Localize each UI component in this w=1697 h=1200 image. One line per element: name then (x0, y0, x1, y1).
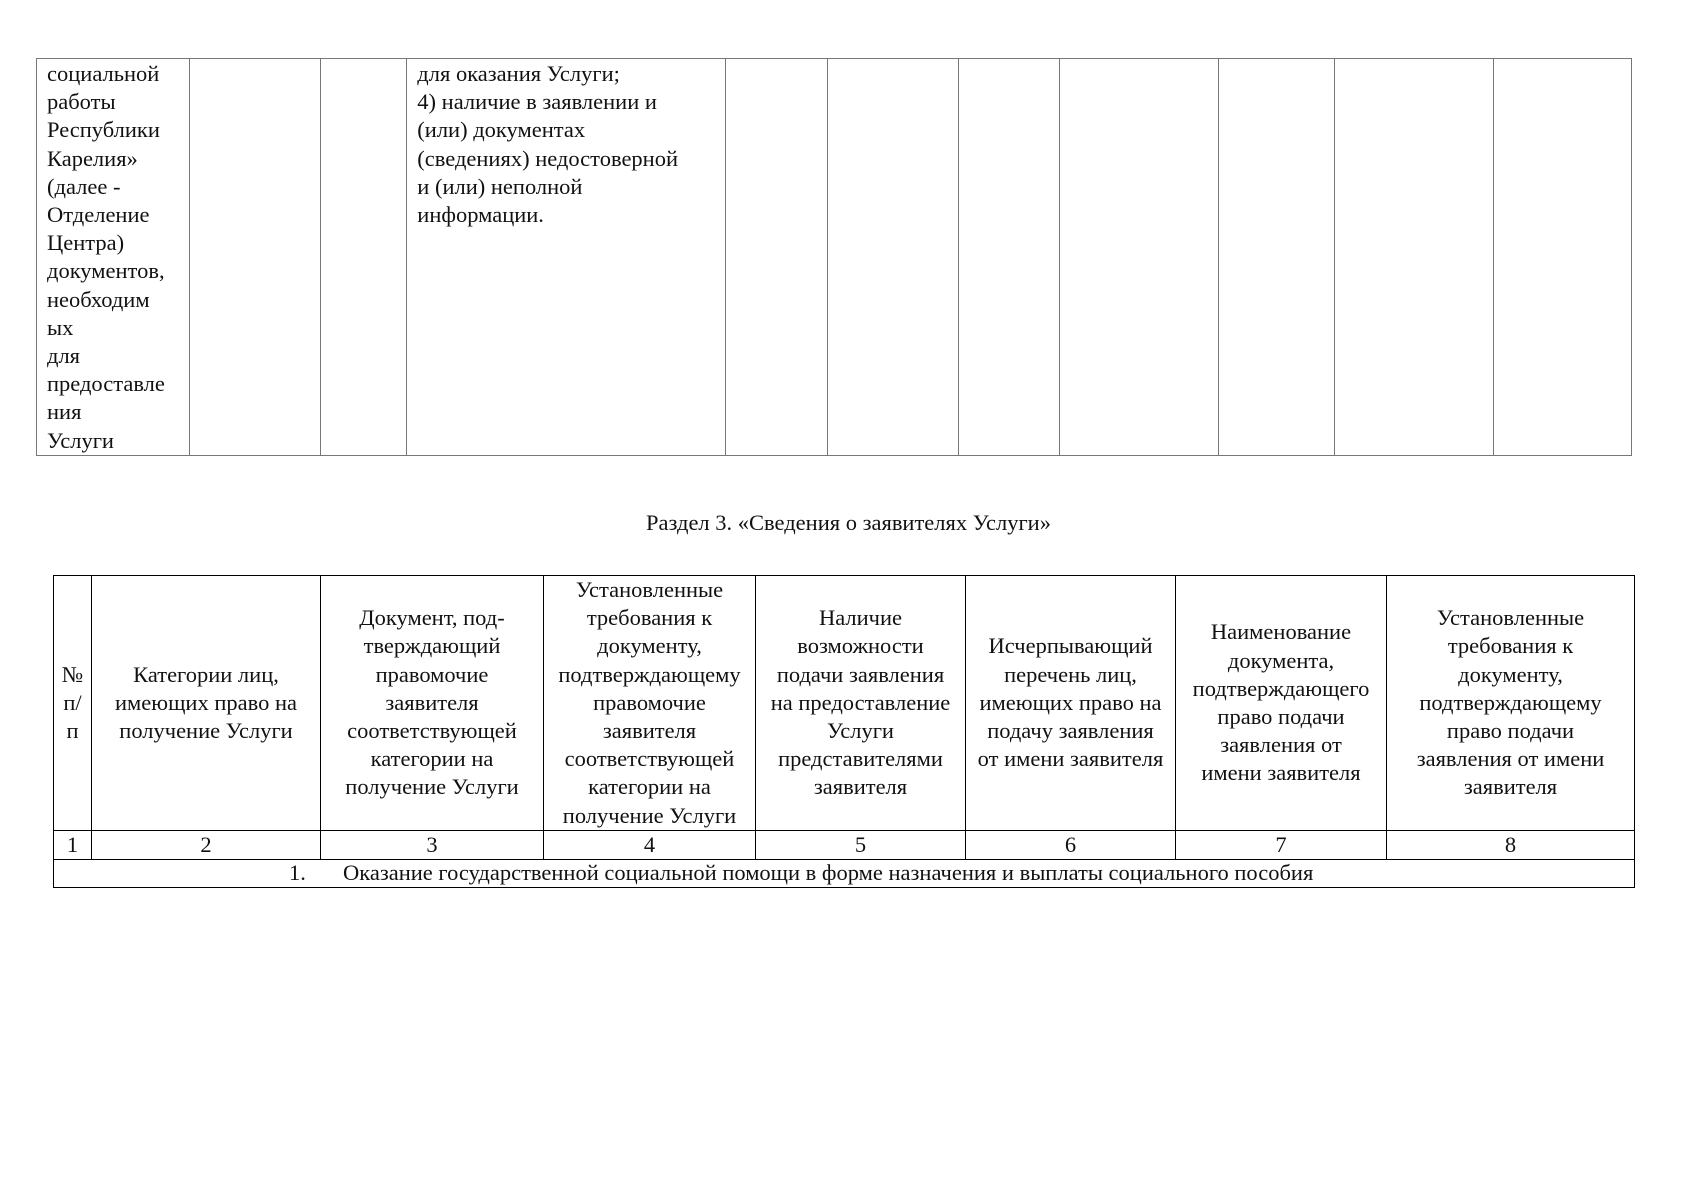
header-cell-3 (321, 576, 544, 831)
text-line: (сведениях) недостоверной (417, 145, 679, 171)
column-number: 6 (966, 830, 1176, 859)
header-line: категории на (370, 746, 494, 772)
text-line: Карелия» (47, 145, 138, 171)
continuation-cell-5 (726, 59, 828, 456)
text-line: (далее - (47, 173, 121, 199)
continuation-cell-8 (1060, 59, 1219, 456)
column-number: 8 (1387, 830, 1635, 859)
header-line: документу, (597, 633, 702, 659)
header-cell-2 (92, 576, 321, 831)
header-line: перечень лиц, (1004, 661, 1137, 687)
header-line: получение Услуги (119, 718, 293, 744)
header-line: право подачи (1217, 703, 1345, 729)
header-line: Наличие (818, 605, 903, 631)
header-row (54, 576, 1635, 831)
header-line: имеющих право на (115, 689, 297, 715)
header-line: документу, (1458, 661, 1563, 687)
text-line: Услуги (47, 427, 114, 453)
header-line: Наименование (1210, 619, 1352, 645)
text-line: ых (47, 314, 74, 340)
section-title: Раздел 3. «Сведения о заявителях Услуги» (646, 510, 1051, 535)
continuation-cell-4 (407, 59, 726, 456)
text-line: (или) документах (417, 117, 586, 143)
text-line: Центра) (47, 230, 125, 256)
header-line: Категории лиц, (133, 661, 279, 687)
text-line: работы (47, 89, 116, 115)
header-line: п/ (63, 689, 82, 715)
header-cell-4 (544, 576, 756, 831)
text-line: необходим (47, 286, 150, 312)
header-cell-6 (966, 576, 1176, 831)
header-line: получение Услуги (345, 774, 519, 800)
header-line: № (61, 661, 84, 687)
continuation-row (37, 59, 1632, 456)
column-number-row (54, 830, 1635, 859)
header-line: заявления от (1220, 732, 1342, 758)
header-line: подтверждающему (1419, 689, 1602, 715)
text-line: информации. (417, 202, 544, 228)
header-line: заявителя (1463, 774, 1558, 800)
text-line: ния (47, 399, 82, 425)
column-number: 3 (321, 830, 544, 859)
column-number: 1 (54, 830, 92, 859)
header-line: заявления от имени (1416, 746, 1605, 772)
header-cell-5 (756, 576, 966, 831)
text-line: Отделение (47, 202, 150, 228)
header-line: соответствующей (347, 718, 517, 744)
header-line: подтверждающего (1192, 675, 1370, 701)
continuation-cell-1 (37, 59, 190, 456)
text-line: 4) наличие в заявлении и (417, 89, 657, 115)
text-line: и (или) неполной (417, 173, 583, 199)
service-section-number: 1. (289, 860, 306, 886)
text-line: Республики (47, 117, 160, 143)
header-line: тверждающий (363, 633, 501, 659)
header-line: подачу заявления (987, 718, 1154, 744)
header-line: имеющих право на (979, 689, 1162, 715)
continuation-cell-2 (189, 59, 320, 456)
header-line: заявителя (813, 774, 908, 800)
header-line: на предоставление (770, 689, 951, 715)
text-line: для оказания Услуги; (417, 61, 620, 86)
header-line: Исчерпывающий (988, 633, 1153, 659)
header-line: п (66, 718, 79, 744)
header-line: от имени заявителя (977, 746, 1164, 772)
header-line: Документ, под- (359, 605, 505, 631)
column-number: 4 (544, 830, 756, 859)
header-line: документа, (1227, 647, 1335, 673)
continuation-table (36, 58, 1632, 456)
text-line: социальной (47, 61, 160, 86)
header-line: требования к (586, 605, 713, 631)
header-line: соответствующей (564, 746, 735, 772)
header-line: представителями (778, 746, 943, 772)
service-section-text: Оказание государственной социальной помощи в форме назначения и выплаты социального пособия (343, 860, 1314, 886)
header-line: получение Услуги (562, 802, 737, 828)
column-number: 5 (756, 830, 966, 859)
continuation-cell-10 (1335, 59, 1494, 456)
header-line: Установленные (575, 577, 724, 602)
service-section-row (54, 859, 1635, 887)
header-line: подачи заявления (776, 661, 945, 687)
header-line: категории на (588, 774, 711, 800)
text-line: для (47, 343, 81, 369)
continuation-cell-11 (1494, 59, 1632, 456)
applicants-table (53, 575, 1635, 888)
header-line: правомочие (593, 689, 706, 715)
header-line: правомочие (375, 661, 489, 687)
header-line: подтверждающему (558, 661, 741, 687)
header-cell-8 (1387, 576, 1635, 831)
header-line: заявителя (602, 718, 697, 744)
column-number: 7 (1176, 830, 1387, 859)
header-line: Установленные (1436, 605, 1585, 631)
continuation-cell-6 (827, 59, 958, 456)
continuation-cell-7 (958, 59, 1060, 456)
text-line: документов, (47, 258, 165, 284)
text-line: предоставле (47, 371, 165, 397)
header-line: заявителя (385, 689, 479, 715)
header-line: Услуги (827, 718, 894, 744)
column-number: 2 (92, 830, 321, 859)
header-line: требования к (1447, 633, 1574, 659)
continuation-cell-3 (320, 59, 407, 456)
header-line: право подачи (1446, 718, 1575, 744)
continuation-cell-9 (1219, 59, 1335, 456)
header-line: возможности (797, 633, 924, 659)
header-cell-7 (1176, 576, 1387, 831)
header-line: имени заявителя (1201, 760, 1361, 786)
service-section-cell (54, 859, 1635, 887)
header-cell-1 (54, 576, 92, 831)
